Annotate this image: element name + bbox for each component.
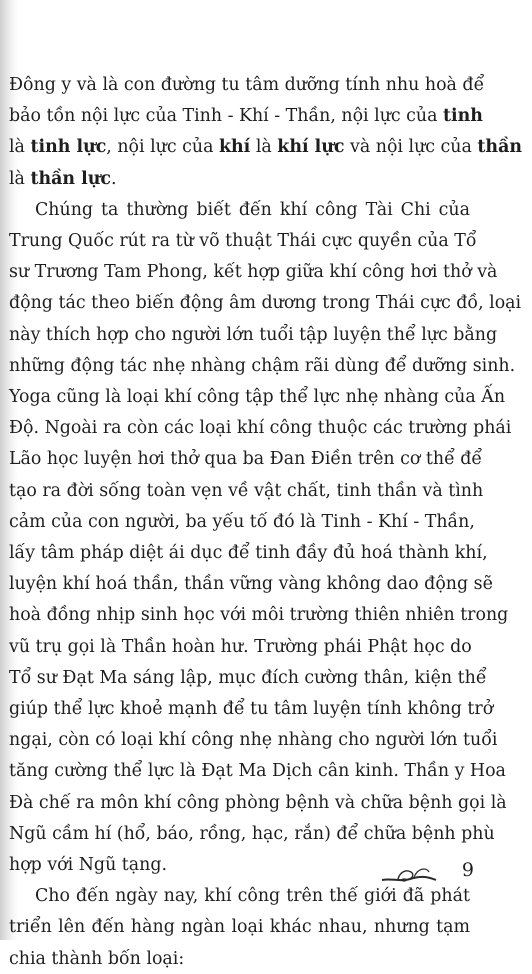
text-run: Trung Quốc rút ra từ võ thuật Thái cực quyền của Tổ [9,231,477,251]
text-run: Độ. Ngoài ra còn các loại khí công thuộc các trường phái [9,418,512,439]
text-line [9,164,470,194]
text-line [9,288,522,318]
text-run: triển lên đến hàng ngàn loại khác nhau, nhưng tạm [9,917,470,938]
bold-term: tinh lực [30,137,107,158]
bold-term: khí lực [277,137,345,158]
text-run: bảo tồn nội lực của Tinh - Khí - Thần, nội lực của [9,106,444,127]
bold-term: thần lực [30,168,111,189]
text-line [9,320,498,350]
text-line [9,132,522,162]
text-run: động tác theo biến động âm dương trong Thái cực đồ, loại [9,293,522,314]
text-run: Chúng ta thường biết đến khí công Tài Chi của [35,199,470,220]
text-run: này thích hợp cho người lớn tuổi tập luyện thể lực bằng [9,324,498,345]
text-run: , nội lực của [106,137,219,158]
text-line [9,756,506,786]
text-line [9,351,516,381]
text-run: . [110,168,117,189]
text-line [9,725,498,755]
text-run: tạo ra đời sống toàn vẹn về vật chất, tinh thần và tình [9,480,484,501]
text-line [9,912,470,942]
footer-ornament [380,860,440,890]
text-run: Đà chế ra môn khí công phòng bệnh và chữa bệnh gọi là [9,792,507,813]
text-run: hoà đồng nhịp sinh học với môi trường thiên nhiên trong [9,605,509,626]
page-number: 9 [461,859,474,881]
text-line [9,694,494,724]
text-line [9,819,495,849]
text-line [9,101,483,131]
bold-term: khí [218,137,251,158]
text-line [9,382,506,412]
text-line [9,476,484,506]
text-run: luyện khí hoá thần, thần vững vàng không dao động sẽ [9,574,493,595]
text-line [9,507,475,537]
text-line [9,600,509,630]
text-line [9,70,485,100]
text-run: giúp thể lực khoẻ mạnh để tu tâm luyện tính không trở [9,699,494,719]
text-line [9,538,488,568]
text-line [35,195,470,225]
bold-term: thần [477,137,522,158]
text-run: vũ trụ gọi là Thần hoàn hư. Trường phái Phật học do [9,636,472,657]
text-line [9,788,507,818]
text-run: những động tác nhẹ nhàng chậm rãi dùng để dưỡng sinh. [9,355,516,376]
text-run: Ngũ cầm hí (hổ, báo, rồng, hạc, rắn) để chữa bệnh phù [9,823,495,844]
text-run: cảm của con người, ba yếu tố đó là Tinh - Khí - Thần, [9,511,475,532]
text-run: là [9,137,31,158]
text-line [9,413,512,443]
text-run: là [9,168,31,189]
text-line [9,632,470,662]
text-run: hợp với Ngũ tạng. [9,855,168,875]
text-line [9,944,470,974]
text-line [9,663,487,693]
text-run: Đông y và là con đường tu tâm dưỡng tính nhu hoà để [9,75,485,95]
text-line [9,226,477,256]
text-line [9,444,483,474]
text-run: Tổ sư Đạt Ma sáng lập, mục đích cường thân, kiện thể [9,667,487,688]
text-run: và nội lực của [344,137,478,158]
text-run: chia thành bốn loại: [9,948,185,969]
text-run: lấy tâm pháp diệt ái dục để tinh đầy đủ hoá thành khí, [9,543,488,563]
bold-term: tinh [443,106,483,127]
text-run: Cho đến ngày nay, khí công trên thế giới đã phát [35,886,470,907]
text-line [9,569,493,599]
text-line [9,257,498,287]
text-run: ngại, còn có loại khí công nhẹ nhàng cho người lớn tuổi [9,730,498,751]
text-run: sư Trương Tam Phong, kết hợp giữa khí công hơi thở và [9,262,498,283]
text-run: là [250,137,278,158]
text-run: tăng cường thể lực là Đạt Ma Dịch cân kinh. Thần y Hoa [9,761,506,782]
text-run: Yoga cũng là loại khí công tập thể lực nhẹ nhàng của Ấn [9,387,506,407]
text-run: Lão học luyện hơi thở qua ba Đan Điền trên cơ thể để [9,449,483,470]
